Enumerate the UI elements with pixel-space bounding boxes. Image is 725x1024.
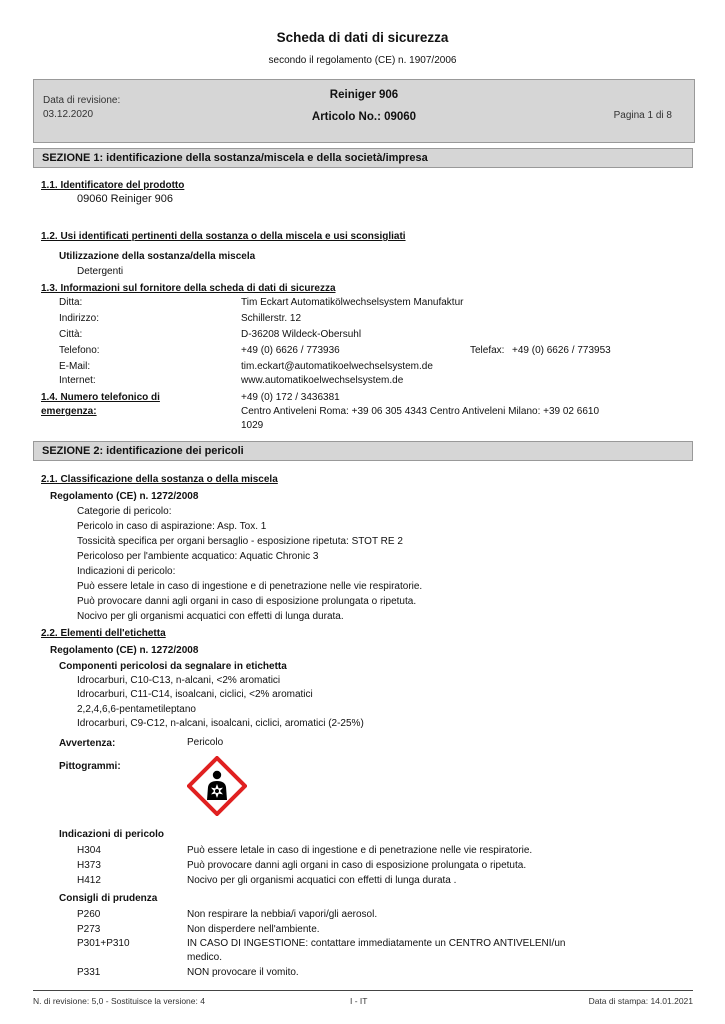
supplier-value-email[interactable]: tim.eckart@automatikoelwechselsystem.de	[241, 361, 433, 372]
precaution-code: P260	[77, 909, 101, 920]
poison-centers-cont: 1029	[241, 420, 264, 431]
poison-centers: Centro Antiveleni Roma: +39 06 305 4343 Centro Antiveleni Milano: +39 02 6610	[241, 406, 600, 417]
precaution-text: IN CASO DI INGESTIONE: contattare immediatamente un CENTRO ANTIVELENI/un	[187, 938, 566, 949]
s11-value: 09060 Reiniger 906	[77, 193, 174, 205]
classification-line: Tossicità specifica per organi bersaglio - esposizione ripetuta: STOT RE 2	[77, 536, 403, 547]
s14-heading-line1: 1.4. Numero telefonico di	[41, 392, 160, 403]
component-item: 2,2,4,6,6-pentametileptano	[77, 704, 196, 715]
s12-subheading: Utilizzazione della sostanza/della miscela	[59, 251, 256, 262]
s14-heading-line2: emergenza:	[41, 406, 97, 417]
precaution-code: P301+P310	[77, 938, 130, 949]
hazard-text: Nocivo per gli organismi acquatici con effetti di lunga durata .	[187, 875, 457, 886]
footer-print-date: Data di stampa: 14.01.2021	[588, 996, 693, 1006]
s12-heading: 1.2. Usi identificati pertinenti della sostanza o della miscela e usi sconsigliati	[41, 231, 406, 242]
pictograms-label: Pittogrammi:	[59, 761, 121, 772]
supplier-value-city: D-36208 Wildeck-Obersuhl	[241, 329, 362, 340]
precaution-code: P273	[77, 924, 101, 935]
supplier-value-phone: +49 (0) 6626 / 773936	[241, 345, 340, 356]
precaution-code: P331	[77, 967, 101, 978]
classification-line: Pericoloso per l'ambiente acquatico: Aquatic Chronic 3	[77, 551, 319, 562]
supplier-label-email: E-Mail:	[59, 361, 91, 372]
s11-heading: 1.1. Identificatore del prodotto	[41, 180, 185, 191]
telefax-label: Telefax:	[470, 345, 505, 356]
telefax-value: +49 (0) 6626 / 773953	[512, 345, 611, 356]
component-item: Idrocarburi, C9-C12, n-alcani, isoalcani, ciclici, aromatici (2-25%)	[77, 718, 364, 729]
footer-revision: N. di revisione: 5,0 - Sostituisce la versione: 4	[33, 996, 205, 1006]
hazard-text: Può essere letale in caso di ingestione e di penetrazione nelle vie respiratorie.	[187, 845, 533, 856]
component-item: Idrocarburi, C11-C14, isoalcani, ciclici, <2% aromatici	[77, 689, 313, 700]
warning-label: Avvertenza:	[59, 738, 116, 749]
precaution-text: medico.	[187, 952, 223, 963]
section-2-header: SEZIONE 2: identificazione dei pericoli	[33, 441, 693, 461]
document-subtitle: secondo il regolamento (CE) n. 1907/2006	[268, 55, 457, 66]
article-number: Articolo No.: 09060	[311, 111, 417, 123]
precaution-text: NON provocare il vomito.	[187, 967, 299, 978]
s22-heading: 2.2. Elementi dell'etichetta	[41, 628, 166, 639]
components-heading: Componenti pericolosi da segnalare in etichetta	[59, 661, 287, 672]
classification-line: Può essere letale in caso di ingestione e di penetrazione nelle vie respiratorie.	[77, 581, 423, 592]
page-number: Pagina 1 di 8	[613, 110, 672, 121]
classification-line: Categorie di pericolo:	[77, 506, 172, 517]
supplier-label-city: Città:	[59, 329, 83, 340]
product-name: Reiniger 906	[329, 89, 399, 101]
classification-line: Nocivo per gli organismi acquatici con effetti di lunga durata.	[77, 611, 344, 622]
hazard-text: Può provocare danni agli organi in caso di esposizione prolungata o ripetuta.	[187, 860, 527, 871]
document-header-box	[33, 79, 695, 143]
supplier-label-phone: Telefono:	[59, 345, 100, 356]
supplier-value-address: Schillerstr. 12	[241, 313, 302, 324]
s21-heading: 2.1. Classificazione della sostanza o della miscela	[41, 474, 278, 485]
supplier-label-company: Ditta:	[59, 297, 83, 308]
component-item: Idrocarburi, C10-C13, n-alcani, <2% aromatici	[77, 675, 281, 686]
hazard-statements-heading: Indicazioni di pericolo	[59, 829, 165, 840]
revision-date: 03.12.2020	[43, 109, 94, 120]
classification-line: Può provocare danni agli organi in caso di esposizione prolungata o ripetuta.	[77, 596, 417, 607]
warning-value: Pericolo	[187, 737, 224, 748]
footer-language: I - IT	[350, 996, 368, 1006]
supplier-label-internet: Internet:	[59, 375, 96, 386]
precautionary-statements-heading: Consigli di prudenza	[59, 893, 158, 904]
classification-line: Indicazioni di pericolo:	[77, 566, 176, 577]
emergency-phone: +49 (0) 172 / 3436381	[241, 392, 340, 403]
s22-regulation: Regolamento (CE) n. 1272/2008	[50, 645, 199, 656]
precaution-text: Non disperdere nell'ambiente.	[187, 924, 320, 935]
supplier-value-internet[interactable]: www.automatikoelwechselsystem.de	[241, 375, 404, 386]
hazard-code: H412	[77, 875, 101, 886]
hazard-code: H304	[77, 845, 101, 856]
classification-line: Pericolo in caso di aspirazione: Asp. Tox. 1	[77, 521, 267, 532]
hazard-code: H373	[77, 860, 101, 871]
s12-value: Detergenti	[77, 266, 124, 277]
ghs08-health-hazard-icon	[187, 756, 247, 816]
s21-regulation: Regolamento (CE) n. 1272/2008	[50, 491, 199, 502]
supplier-label-address: Indirizzo:	[59, 313, 100, 324]
footer-rule	[33, 990, 693, 991]
revision-date-label: Data di revisione:	[43, 95, 121, 106]
supplier-value-company: Tim Eckart Automatikölwechselsystem Manufaktur	[241, 297, 464, 308]
section-1-header: SEZIONE 1: identificazione della sostanza/miscela e della società/impresa	[33, 148, 693, 168]
precaution-text: Non respirare la nebbia/i vapori/gli aerosol.	[187, 909, 378, 920]
s13-heading: 1.3. Informazioni sul fornitore della scheda di dati di sicurezza	[41, 283, 336, 294]
document-title: Scheda di dati di sicurezza	[276, 30, 449, 45]
